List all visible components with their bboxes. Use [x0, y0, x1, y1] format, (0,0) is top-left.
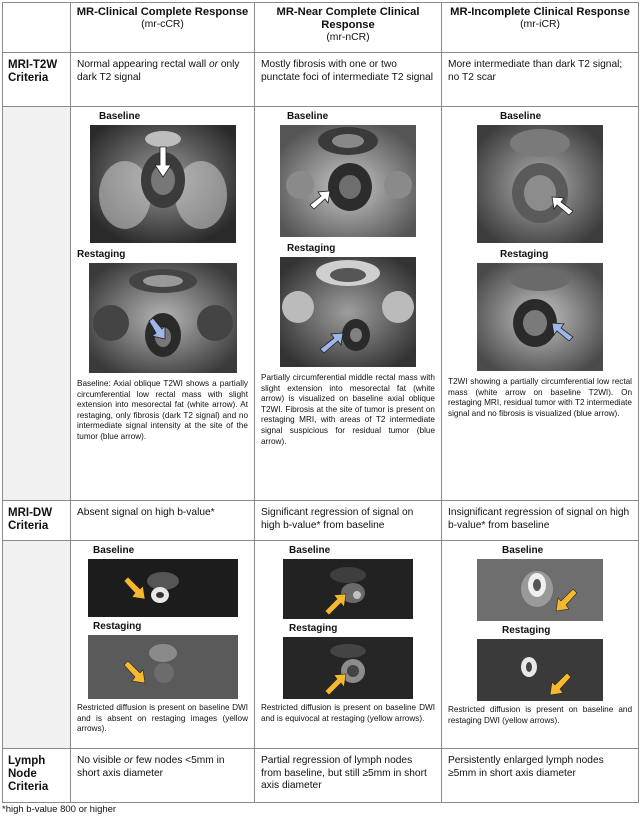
criteria-text: Normal appearing rectal wall or only dark T2 signal [77, 59, 240, 83]
t2w-baseline-image [280, 125, 416, 237]
dw-restaging-image [283, 637, 413, 699]
baseline-label: Baseline [502, 545, 544, 556]
baseline-label: Baseline [289, 545, 331, 556]
t2w-caption-ncr: Partially circumferential middle rectal mass with slight extension into mesorectal fat (white arrow) is visualized on baseline axial oblique T2WI. Fibrosis at the site of tumor is present on restaging MRI, with areas of T2 intermediate signal suspicious for residual tumor (blue arrow). [261, 373, 435, 446]
header-title: MR-Incomplete Clinical Response [450, 6, 630, 18]
t2w-restaging-image [477, 263, 603, 371]
t2w-images-ccr [71, 107, 255, 501]
dw-criteria-icr: Insignificant regression of signal on high b-value* from baseline [442, 501, 639, 541]
dw-baseline-image [88, 559, 238, 617]
t2w-caption-ccr: Baseline: Axial oblique T2WI shows a partially circumferential low rectal mass with slight extension into mesorectal fat (white arrow). At restaging, only fibrosis (dark T2 signal) and no intermediate signal intensity at the site of the tumor (blue arrow). [77, 379, 248, 441]
row-label-empty [3, 541, 71, 749]
header-row [3, 3, 639, 53]
t2w-criteria-ncr: Mostly fibrosis with one or two punctate foci of intermediate T2 signal [255, 53, 442, 107]
dw-images-ncr [255, 541, 442, 749]
restaging-label: Restaging [93, 621, 142, 632]
row-label-dw: MRI-DW Criteria [3, 501, 71, 541]
restaging-label: Restaging [287, 243, 336, 254]
dw-caption-ncr: Restricted diffusion is present on baseline DWI and is equivocal at restaging (yellow arrows). [261, 703, 435, 723]
header-mr-ccr [71, 3, 255, 53]
baseline-label: Baseline [500, 111, 542, 122]
dw-images-row [3, 541, 639, 749]
row-label-lymph: Lymph Node Criteria [3, 749, 71, 803]
response-criteria-table [2, 2, 639, 803]
dw-baseline-image [477, 559, 603, 621]
header-empty [3, 3, 71, 53]
header-abbr: (mr-cCR) [141, 19, 184, 30]
dw-caption-ccr: Restricted diffusion is present on baseline DWI and is absent on restaging images (yellow arrows). [77, 703, 248, 734]
dw-images-ccr [71, 541, 255, 749]
dw-caption-icr: Restricted diffusion is present on baseline and restaging DWI (yellow arrows). [448, 705, 632, 725]
t2w-restaging-image [280, 257, 416, 367]
dw-baseline-image [283, 559, 413, 619]
header-mr-icr [442, 3, 639, 53]
t2w-criteria-ccr [71, 53, 255, 107]
t2w-criteria-icr: More intermediate than dark T2 signal; no T2 scar [442, 53, 639, 107]
dw-criteria-ccr: Absent signal on high b-value* [71, 501, 255, 541]
t2w-images-row [3, 107, 639, 501]
t2w-images-icr [442, 107, 639, 501]
baseline-label: Baseline [287, 111, 329, 122]
dw-restaging-image [88, 635, 238, 699]
t2w-caption-icr: T2WI showing a partially circumferential low rectal mass (white arrow on baseline T2WI). On restaging MRI, residual tumor with T2 intermediate signal and no fibrosis is visualized (blue arrow). [448, 377, 632, 418]
restaging-label: Restaging [500, 249, 549, 260]
dw-criteria-ncr: Significant regression of signal on high b-value* from baseline [255, 501, 442, 541]
baseline-label: Baseline [93, 545, 135, 556]
dw-images-icr [442, 541, 639, 749]
header-title: MR-Near Complete Clinical Response [276, 6, 420, 31]
restaging-label: Restaging [502, 625, 551, 636]
restaging-label: Restaging [77, 249, 126, 260]
lymph-criteria-icr: Persistently enlarged lymph nodes ≥5mm in short axis diameter [442, 749, 639, 803]
header-mr-ncr [255, 3, 442, 53]
baseline-label: Baseline [99, 111, 141, 122]
lymph-criteria-ccr: No visible or few nodes <5mm in short axis diameter [71, 749, 255, 803]
row-label-empty [3, 107, 71, 501]
dw-restaging-image [477, 639, 603, 701]
dw-criteria-row [3, 501, 639, 541]
header-abbr: (mr-nCR) [326, 32, 370, 43]
t2w-restaging-image [89, 263, 237, 373]
restaging-label: Restaging [289, 623, 338, 634]
header-title: MR-Clinical Complete Response [76, 6, 249, 18]
footnote: *high b-value 800 or higher [2, 804, 117, 815]
lymph-criteria-row [3, 749, 639, 803]
lymph-criteria-ncr: Partial regression of lymph nodes from baseline, but still ≥5mm in short axis diameter [255, 749, 442, 803]
t2w-baseline-image [90, 125, 236, 243]
t2w-images-ncr [255, 107, 442, 501]
t2w-baseline-image [477, 125, 603, 243]
t2w-criteria-row [3, 53, 639, 107]
row-label-t2w: MRI-T2W Criteria [3, 53, 71, 107]
header-abbr: (mr-iCR) [520, 19, 560, 30]
